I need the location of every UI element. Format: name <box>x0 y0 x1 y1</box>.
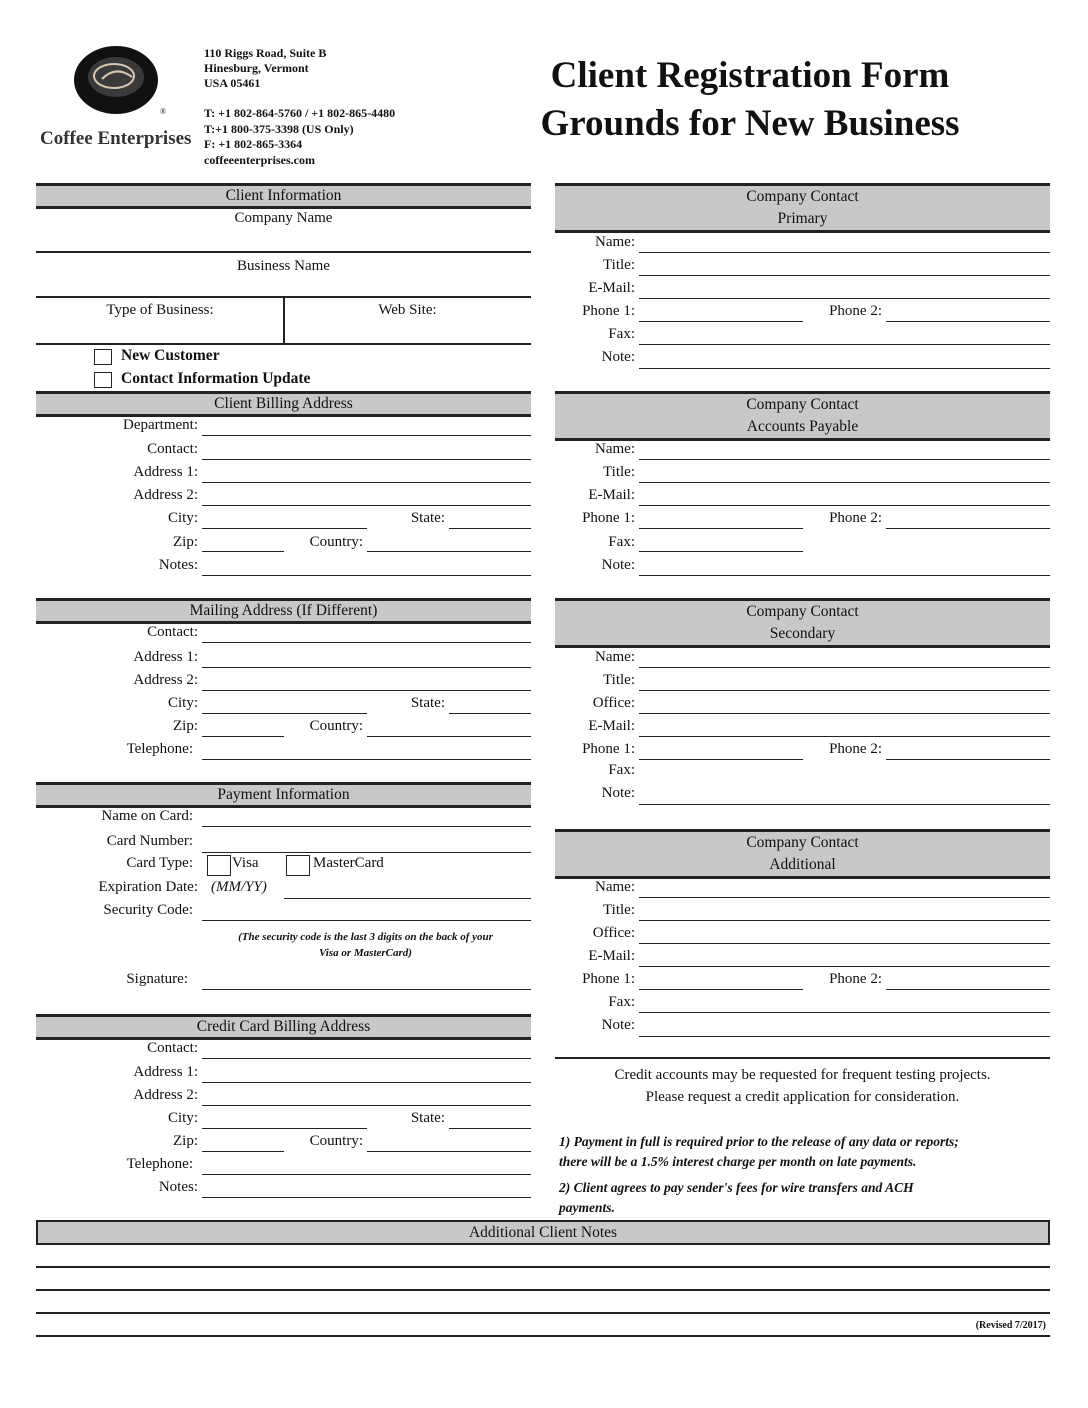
ap-email-label: E-Mail: <box>588 487 635 503</box>
type-of-business-label: Type of Business: <box>106 302 214 318</box>
secondary-note-field[interactable] <box>639 804 1050 805</box>
mailing-zip-field[interactable] <box>202 736 284 737</box>
additional-office-label: Office: <box>592 925 635 941</box>
title-line-1: Client Registration Form <box>550 55 950 96</box>
billing-department-label: Department: <box>123 417 198 433</box>
company-name-field[interactable] <box>36 251 531 253</box>
billing-address1-field[interactable] <box>202 482 531 483</box>
cc-address2-field[interactable] <box>202 1105 531 1106</box>
ap-phone2-label: Phone 2: <box>829 510 882 526</box>
cc-notes-label: Notes: <box>158 1179 198 1195</box>
business-name-label: Business Name <box>237 258 330 274</box>
credit-text <box>555 1064 1050 1108</box>
secondary-name-label: Name: <box>595 649 635 665</box>
cc-zip-field[interactable] <box>202 1151 284 1152</box>
web-site-label: Web Site: <box>378 302 437 318</box>
ap-note-field[interactable] <box>639 575 1050 576</box>
page-title <box>480 52 1020 148</box>
mailing-contact-label: Contact: <box>147 624 198 640</box>
billing-state-label: State: <box>410 510 445 526</box>
credit-line: Please request a credit application for consideration. <box>645 1089 960 1105</box>
ap-phone1-label: Phone 1: <box>582 510 635 526</box>
visa-label: Visa <box>232 855 259 871</box>
cc-country-field[interactable] <box>367 1151 531 1152</box>
card-number-field[interactable] <box>202 852 531 853</box>
secondary-note-label: Note: <box>601 785 635 801</box>
mailing-state-field[interactable] <box>449 713 531 714</box>
cc-telephone-label: Telephone: <box>126 1156 193 1172</box>
revision-date: (Revised 7/2017) <box>975 1320 1046 1331</box>
cc-telephone-field[interactable] <box>202 1174 531 1175</box>
cc-contact-label: Contact: <box>147 1040 198 1056</box>
billing-city-field[interactable] <box>202 528 367 529</box>
ap-name-field[interactable] <box>639 459 1050 460</box>
ap-fax-field[interactable] <box>639 551 803 552</box>
billing-contact-field[interactable] <box>202 459 531 460</box>
additional-phone2-field[interactable] <box>886 989 1050 990</box>
contact-header-sub: Accounts Payable <box>746 418 859 435</box>
cc-city-label: City: <box>167 1110 198 1126</box>
phone-line: T: +1 802-864-5760 / +1 802-865-4480 <box>204 106 396 120</box>
primary-name-field[interactable] <box>639 252 1050 253</box>
billing-state-field[interactable] <box>449 528 531 529</box>
expiration-field[interactable] <box>284 898 531 899</box>
billing-address2-label: Address 2: <box>133 487 198 503</box>
contact-secondary-header <box>555 598 1050 648</box>
primary-title-field[interactable] <box>639 275 1050 276</box>
cc-billing-header: Credit Card Billing Address <box>36 1014 531 1040</box>
billing-header: Client Billing Address <box>36 391 531 417</box>
contact-ap-header <box>555 391 1050 441</box>
mailing-address1-label: Address 1: <box>133 649 198 665</box>
signature-field[interactable] <box>202 989 531 990</box>
secondary-email-label: E-Mail: <box>588 718 635 734</box>
additional-note-field[interactable] <box>639 1036 1050 1037</box>
secondary-phone2-field[interactable] <box>886 759 1050 760</box>
additional-name-label: Name: <box>595 879 635 895</box>
new-customer-checkbox[interactable] <box>94 349 112 365</box>
contact-primary-header <box>555 183 1050 233</box>
ap-fax-label: Fax: <box>608 534 635 550</box>
terms-line: 2) Client agrees to pay sender's fees for wire transfers and ACH <box>559 1180 914 1195</box>
primary-phone2-label: Phone 2: <box>829 303 882 319</box>
cc-address1-field[interactable] <box>202 1082 531 1083</box>
website: coffeeenterprises.com <box>204 152 315 167</box>
client-info-header: Client Information <box>36 183 531 209</box>
mailing-address2-field[interactable] <box>202 690 531 691</box>
mailing-country-field[interactable] <box>367 736 531 737</box>
svg-text:®: ® <box>160 107 167 116</box>
section-divider <box>555 1057 1050 1059</box>
phone-line: F: +1 802-865-3364 <box>204 137 303 151</box>
cc-contact-field[interactable] <box>202 1058 531 1059</box>
company-phones <box>204 106 395 168</box>
contact-header-sub: Secondary <box>769 625 836 642</box>
address-line: 110 Riggs Road, Suite B <box>204 46 327 60</box>
payment-terms <box>559 1132 1050 1218</box>
billing-zip-field[interactable] <box>202 551 284 552</box>
primary-email-label: E-Mail: <box>588 280 635 296</box>
mailing-telephone-field[interactable] <box>202 759 531 760</box>
additional-phone2-label: Phone 2: <box>829 971 882 987</box>
additional-note-label: Note: <box>601 1017 635 1033</box>
mailing-city-field[interactable] <box>202 713 367 714</box>
cc-notes-field[interactable] <box>202 1197 531 1198</box>
billing-address1-label: Address 1: <box>133 464 198 480</box>
contact-header-sub: Primary <box>777 210 828 227</box>
primary-note-field[interactable] <box>639 368 1050 369</box>
primary-note-label: Note: <box>601 349 635 365</box>
name-on-card-label: Name on Card: <box>101 808 193 824</box>
cc-state-label: State: <box>410 1110 445 1126</box>
credit-line: Credit accounts may be requested for frequent testing projects. <box>614 1067 991 1083</box>
signature-label: Signature: <box>126 971 188 987</box>
mailing-state-label: State: <box>410 695 445 711</box>
contact-additional-header <box>555 829 1050 879</box>
mailing-city-label: City: <box>167 695 198 711</box>
contact-header-title: Company Contact <box>746 603 859 620</box>
primary-phone1-label: Phone 1: <box>582 303 635 319</box>
company-logo <box>68 44 168 116</box>
primary-phone1-field[interactable] <box>639 321 803 322</box>
primary-title-label: Title: <box>603 257 635 273</box>
additional-title-field[interactable] <box>639 920 1050 921</box>
visa-checkbox[interactable] <box>207 855 231 876</box>
cc-city-field[interactable] <box>202 1128 367 1129</box>
contact-header-title: Company Contact <box>746 188 859 205</box>
security-code-field[interactable] <box>202 920 531 921</box>
name-on-card-field[interactable] <box>202 826 531 827</box>
billing-country-field[interactable] <box>367 551 531 552</box>
contact-update-checkbox[interactable] <box>94 372 112 388</box>
cc-zip-label: Zip: <box>173 1133 198 1149</box>
security-code-label: Security Code: <box>103 902 193 918</box>
secondary-title-label: Title: <box>603 672 635 688</box>
additional-name-field[interactable] <box>639 897 1050 898</box>
ap-phone2-field[interactable] <box>886 528 1050 529</box>
company-name-label: Company Name <box>234 210 333 226</box>
secondary-phone1-field[interactable] <box>639 759 803 760</box>
mailing-address2-label: Address 2: <box>133 672 198 688</box>
primary-fax-label: Fax: <box>608 326 635 342</box>
additional-phone1-label: Phone 1: <box>582 971 635 987</box>
card-number-label: Card Number: <box>106 833 193 849</box>
billing-notes-label: Notes: <box>158 557 198 573</box>
new-customer-label: New Customer <box>121 347 220 364</box>
ap-title-field[interactable] <box>639 482 1050 483</box>
ap-name-label: Name: <box>595 441 635 457</box>
contact-header-sub: Additional <box>769 856 836 873</box>
ap-note-label: Note: <box>601 557 635 573</box>
secondary-office-field[interactable] <box>639 713 1050 714</box>
secondary-email-field[interactable] <box>639 736 1050 737</box>
note-line: Visa or MasterCard) <box>319 947 412 959</box>
secondary-fax-label: Fax: <box>608 762 635 778</box>
billing-department-field[interactable] <box>202 435 531 436</box>
primary-phone2-field[interactable] <box>886 321 1050 322</box>
cc-state-field[interactable] <box>449 1128 531 1129</box>
security-code-note <box>200 929 531 961</box>
additional-office-field[interactable] <box>639 943 1050 944</box>
contact-header-title: Company Contact <box>746 834 859 851</box>
payment-header: Payment Information <box>36 782 531 808</box>
phone-line: T:+1 800-375-3398 (US Only) <box>204 121 354 136</box>
billing-contact-label: Contact: <box>147 441 198 457</box>
mailing-zip-label: Zip: <box>173 718 198 734</box>
expiration-label: Expiration Date: <box>98 879 198 895</box>
note-line: (The security code is the last 3 digits on the back of your <box>238 931 493 943</box>
ap-title-label: Title: <box>603 464 635 480</box>
logo-name: Coffee Enterprises <box>40 128 192 149</box>
secondary-office-label: Office: <box>592 695 635 711</box>
billing-country-label: Country: <box>309 534 363 550</box>
terms-line: payments. <box>559 1200 615 1215</box>
contact-update-label: Contact Information Update <box>121 370 311 387</box>
mastercard-label: MasterCard <box>313 855 384 871</box>
additional-title-label: Title: <box>603 902 635 918</box>
cc-country-label: Country: <box>309 1133 363 1149</box>
additional-email-field[interactable] <box>639 966 1050 967</box>
notes-line-3[interactable] <box>36 1312 1050 1314</box>
additional-fax-field[interactable] <box>639 1012 1050 1013</box>
secondary-phone1-label: Phone 1: <box>582 741 635 757</box>
primary-email-field[interactable] <box>639 298 1050 299</box>
cc-address2-label: Address 2: <box>133 1087 198 1103</box>
secondary-phone2-label: Phone 2: <box>829 741 882 757</box>
mailing-contact-field[interactable] <box>202 642 531 643</box>
secondary-title-field[interactable] <box>639 690 1050 691</box>
billing-zip-label: Zip: <box>173 534 198 550</box>
primary-name-label: Name: <box>595 234 635 250</box>
mailing-header: Mailing Address (If Different) <box>36 598 531 624</box>
expiration-format: (MM/YY) <box>211 879 267 895</box>
card-type-label: Card Type: <box>126 855 193 871</box>
additional-phone1-field[interactable] <box>639 989 803 990</box>
additional-notes-header: Additional Client Notes <box>36 1220 1050 1245</box>
additional-email-label: E-Mail: <box>588 948 635 964</box>
address-line: USA 05461 <box>204 76 261 90</box>
terms-line: there will be a 1.5% interest charge per month on late payments. <box>559 1154 917 1169</box>
notes-line-1[interactable] <box>36 1266 1050 1268</box>
contact-header-title: Company Contact <box>746 396 859 413</box>
mailing-country-label: Country: <box>309 718 363 734</box>
cc-address1-label: Address 1: <box>133 1064 198 1080</box>
address-line: Hinesburg, Vermont <box>204 61 309 75</box>
secondary-name-field[interactable] <box>639 667 1050 668</box>
notes-line-2[interactable] <box>36 1289 1050 1291</box>
ap-email-field[interactable] <box>639 505 1050 506</box>
type-website-field[interactable] <box>36 343 531 345</box>
ap-phone1-field[interactable] <box>639 528 803 529</box>
primary-fax-field[interactable] <box>639 344 1050 345</box>
notes-line-4 <box>36 1335 1050 1337</box>
billing-address2-field[interactable] <box>202 505 531 506</box>
company-address <box>204 46 326 91</box>
billing-notes-field[interactable] <box>202 575 531 576</box>
terms-line: 1) Payment in full is required prior to the release of any data or reports; <box>559 1134 959 1149</box>
title-line-2: Grounds for New Business <box>540 103 960 144</box>
mastercard-checkbox[interactable] <box>286 855 310 876</box>
additional-fax-label: Fax: <box>608 994 635 1010</box>
mailing-telephone-label: Telephone: <box>126 741 193 757</box>
mailing-address1-field[interactable] <box>202 667 531 668</box>
billing-city-label: City: <box>167 510 198 526</box>
